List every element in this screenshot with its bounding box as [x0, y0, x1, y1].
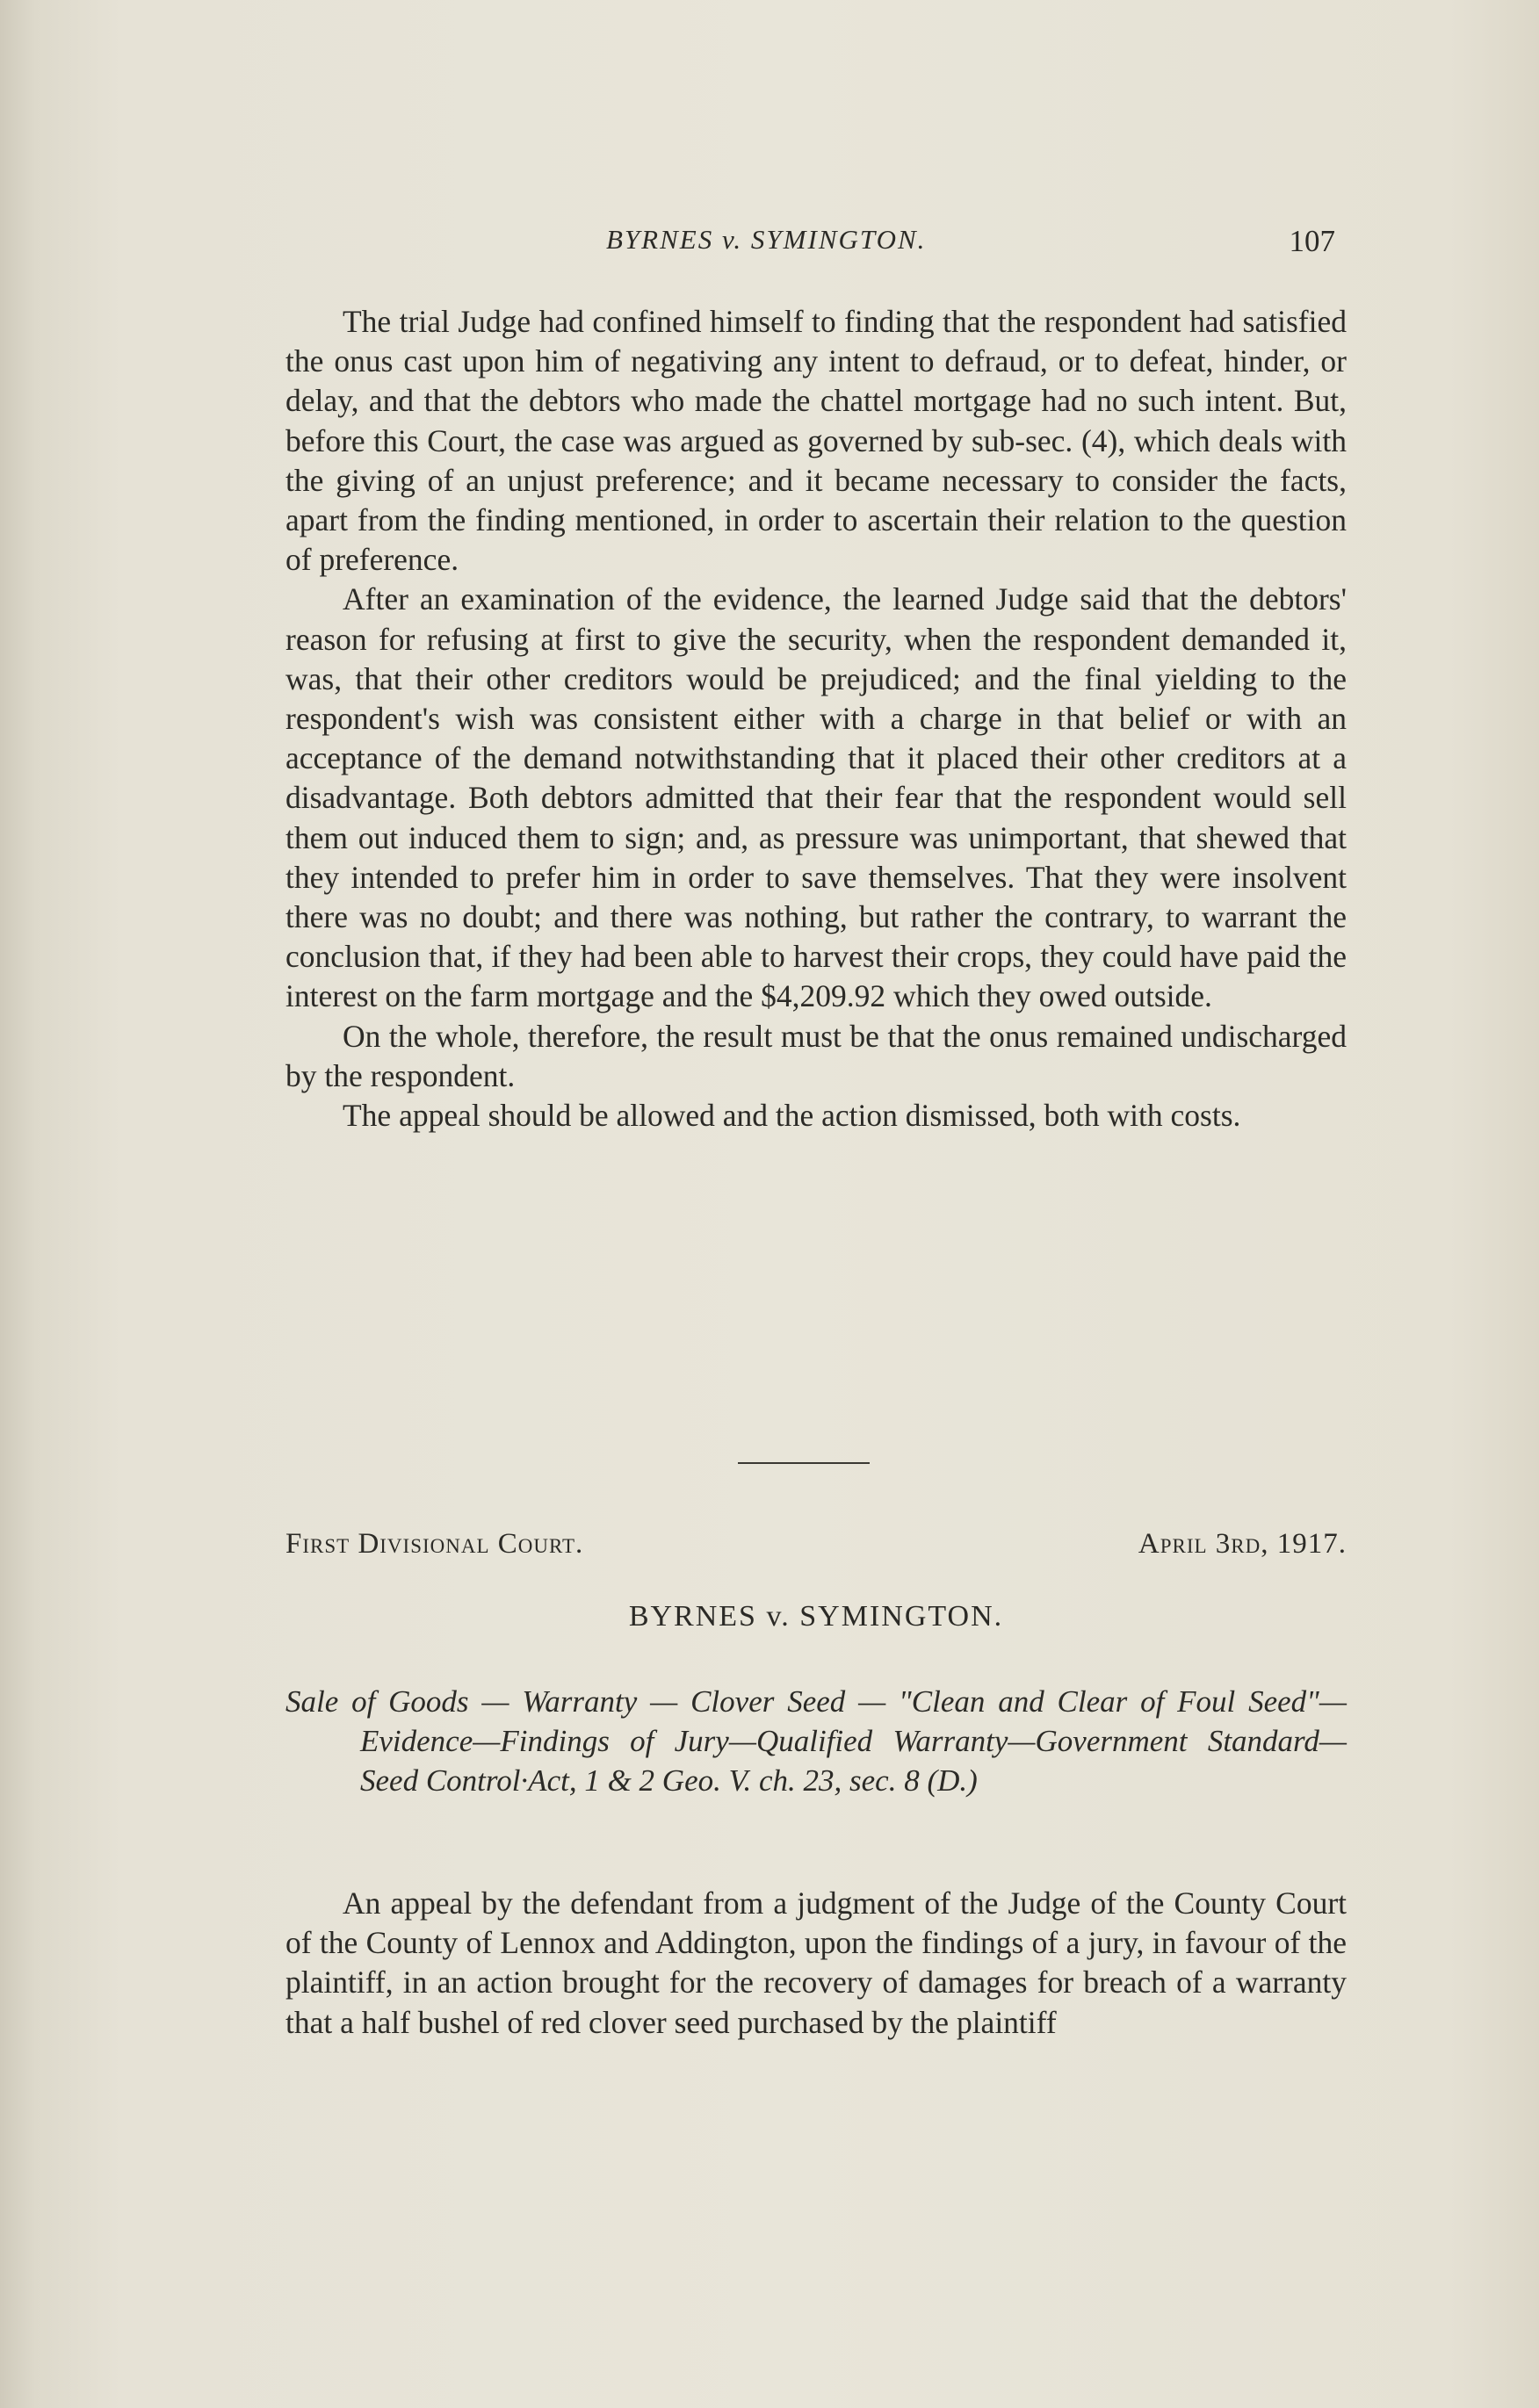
paragraph: The appeal should be allowed and the action dismissed, both with costs. [343, 1098, 1241, 1134]
page-number: 107 [1289, 224, 1335, 258]
decision-date: April 3rd, 1917. [1138, 1528, 1347, 1560]
case-title: BYRNES v. SYMINGTON. [628, 1600, 1004, 1633]
paragraph: On the whole, therefore, the result must be that the onus remained undischarged by the respondent. [285, 1018, 1347, 1093]
case-introduction [285, 1884, 1347, 2043]
opinion-body [285, 302, 1347, 1136]
section-divider [738, 1462, 870, 1464]
running-title: BYRNES v. SYMINGTON. [606, 224, 927, 255]
running-head [281, 224, 1335, 259]
court-name: First Divisional Court. [285, 1528, 584, 1560]
headnote: Sale of Goods — Warranty — Clover Seed — "Clean and Clear of Foul Seed"—Evidence—Findings of Jury—Qualified Warranty—Government Standard—Seed Control·Act, 1 & 2 Geo. V. ch. 23, sec. 8 (D.) [285, 1684, 1347, 1798]
intro-paragraph: An appeal by the defendant from a judgment of the Judge of the County Court of the County of Lennox and Addington, upon the findings of a jury, in favour of the plaintiff, in an action brought for the recovery of damages for breach of a warranty that a half bushel of red clover seed purchased by the plaintiff [285, 1885, 1347, 2040]
paragraph: The trial Judge had confined himself to finding that the respondent had satisfied the onus cast upon him of negativing any intent to defraud, or to defeat, hinder, or delay, and that the debtors who made the chattel mortgage had no such intent. But, before this Court, the case was argued as governed by sub-sec. (4), which deals with the giving of an unjust preference; and it became necessary to consider the facts, apart from the finding mentioned, in order to ascertain their relation to the question of preference. [285, 304, 1347, 578]
paragraph: After an examination of the evidence, the learned Judge said that the debtors' reason for refusing at first to give the security, when the respondent demanded it, was, that their other creditors would be prejudiced; and the final yielding to the respondent's wish was consistent either with a charge in that belief or with an acceptance of the demand notwithstanding that it placed their other creditors at a disadvantage. Both debtors admitted that their fear that the respondent would sell them out induced them to sign; and, as pressure was unimportant, that shewed that they intended to prefer him in order to save themselves. That they were insolvent there was no doubt; and there was nothing, but rather the contrary, to warrant the conclusion that, if they had been able to harvest their crops, they could have paid the interest on the farm mortgage and the $4,209.92 which they owed outside. [285, 581, 1347, 1014]
court-line [285, 1528, 1347, 1568]
